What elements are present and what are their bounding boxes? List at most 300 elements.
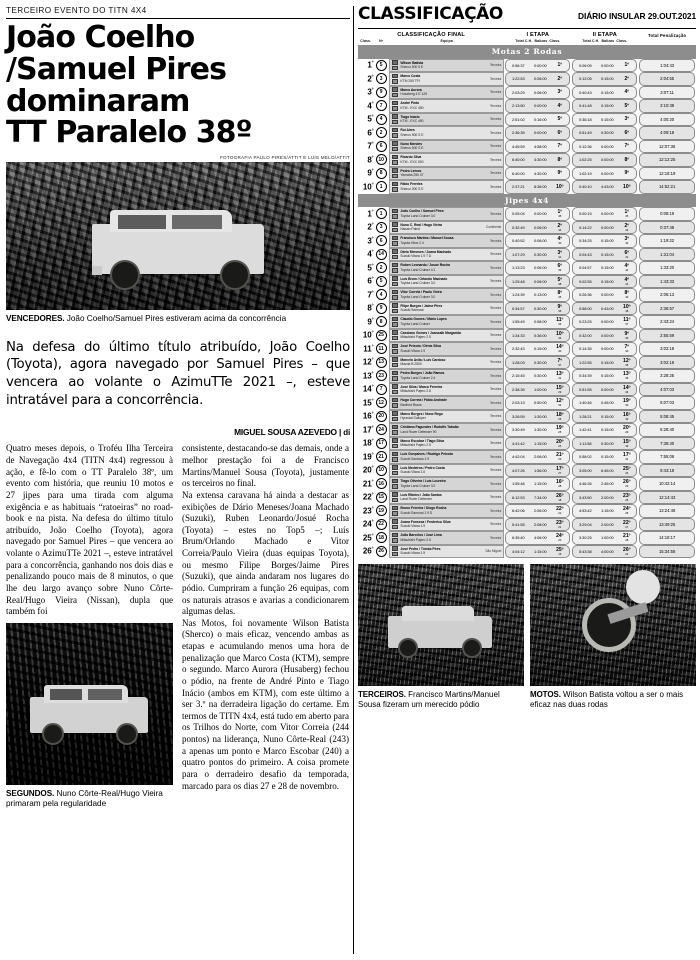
team-names (400, 452, 487, 461)
brand-logo-icon (392, 295, 399, 300)
stage-points: 45 (558, 214, 562, 219)
stage-balizas: 1:00:00 (600, 535, 614, 541)
row-stage-2 (571, 180, 638, 194)
row-team (389, 369, 504, 383)
row-stage-2 (571, 369, 638, 383)
headline-line-3: dominaram (6, 83, 190, 119)
table-row[interactable] (358, 437, 696, 451)
vehicle-name: Mitsubishi Pajero 2.5 (400, 537, 431, 542)
total-penalty-value: 1:43:33 (639, 275, 695, 289)
stage-balizas: 0:00:00 (600, 211, 614, 217)
row-number (373, 99, 388, 113)
crew-name: Ricardo Silva (400, 155, 422, 160)
row-number (373, 302, 388, 316)
club-name: Terceira (489, 130, 502, 135)
row-stage-1 (504, 545, 571, 559)
team-names (400, 101, 487, 110)
table-row[interactable] (358, 59, 696, 73)
row-stage-1 (504, 126, 571, 140)
stage-class: 3º (557, 89, 563, 96)
row-number (373, 72, 388, 86)
row-position: $7^º$ (367, 289, 374, 300)
row-number (373, 531, 388, 545)
row-stage-1 (504, 329, 571, 343)
brand-logo-icon (392, 268, 399, 273)
stage-class: 3º 41 (551, 250, 568, 259)
crew-name: Nuno C. Real / Hugo Vieira (400, 222, 442, 227)
competitor-number: 8 (376, 316, 387, 327)
team-names (400, 547, 482, 556)
flag-icons (392, 398, 399, 408)
stage-balizas: 6:45:00 (600, 467, 614, 473)
total-penalty-value: 5:08:45 (639, 410, 695, 424)
row-team (389, 518, 504, 532)
stage-class: 4º (624, 89, 630, 96)
table-row[interactable] (358, 410, 696, 424)
caption-text: Francisco Martins/Manuel Sousa fizeram um merecido pódio (358, 690, 500, 710)
stage-points: 33 (558, 322, 562, 327)
flag-icons (392, 236, 399, 246)
flag-icons (392, 263, 399, 273)
stage-class: 4º 42 (618, 263, 635, 272)
stage-balizas: 0:30:00 (600, 130, 614, 136)
country-flag-icon (392, 276, 399, 281)
row-stage-1 (504, 369, 571, 383)
total-penalty-value: 5:07:03 (639, 396, 695, 410)
brand-logo-icon (392, 471, 399, 476)
table-row[interactable] (358, 86, 696, 100)
table-row[interactable] (358, 315, 696, 329)
country-flag-icon (392, 519, 399, 524)
row-stage-2 (571, 140, 638, 154)
stage-points: 27 (558, 470, 562, 475)
total-penalty-value: 14:52:21 (639, 180, 695, 194)
stage-class: 2º (624, 75, 630, 82)
stage-balizas: 0:00:00 (600, 157, 614, 163)
motorcycle-caption (530, 690, 696, 710)
club-name: Terceira (489, 279, 502, 284)
caption-text: Nuno Côrte-Real/Hugo Vieira primaram pela regularidade (6, 788, 163, 809)
row-stage-2 (571, 72, 638, 86)
brand-logo-icon (392, 538, 399, 543)
row-stage-2 (571, 329, 638, 343)
stage-points: 31 (625, 457, 629, 462)
stage-balizas: 1:00:00 (533, 386, 547, 392)
table-row[interactable] (358, 464, 696, 478)
table-row[interactable] (358, 221, 696, 235)
total-penalty-value: 15:34:58 (639, 545, 695, 559)
body-column-1 (6, 443, 173, 809)
stage-balizas: 1:15:00 (533, 548, 547, 554)
stage-balizas: 2:08:00 (533, 521, 547, 527)
competitor-number: 7 (376, 100, 387, 111)
stage-balizas: 0:06:00 (533, 89, 547, 95)
stage-balizas: 0:15:00 (600, 76, 614, 82)
stage-points: 21 (558, 524, 562, 529)
stage-balizas: 0:30:00 (600, 440, 614, 446)
stage-balizas: 0:06:00 (533, 265, 547, 271)
stage-total-ch: 3:05:00 (578, 467, 592, 473)
vehicle-name: Mitsubishi Pajero 2.8 (400, 389, 431, 394)
table-row[interactable] (358, 207, 696, 221)
brand-logo-icon (392, 93, 399, 98)
col-header-stage1-detail: Total C.H. Balizas Class. (515, 39, 561, 43)
crew-name: Vitor Correia / Paulo Vieira (400, 290, 442, 295)
row-number (373, 383, 388, 397)
row-position: $19^º$ (362, 451, 374, 462)
table-row[interactable] (358, 518, 696, 532)
crew-name: Marco Aurora (400, 87, 422, 92)
byline-author: MIGUEL SOUSA AZEVEDO (234, 427, 337, 438)
stage-balizas: 4:00:00 (600, 548, 614, 554)
stage-total-ch: 0:14:35 (578, 346, 592, 352)
row-number (373, 518, 388, 532)
stage-total-ch: 0:14:22 (578, 224, 592, 230)
group-header-stage1: I ETAPA (526, 32, 550, 38)
stage-class: 13º 31 (551, 371, 568, 380)
club-name: Terceira (489, 333, 502, 338)
row-team (389, 396, 504, 410)
table-row[interactable] (358, 248, 696, 262)
table-row[interactable] (358, 275, 696, 289)
row-team (389, 86, 504, 100)
classification-table (358, 29, 696, 558)
stage-class: 22º 27 (618, 520, 635, 529)
stage-points: 40 (558, 241, 562, 246)
row-number (373, 126, 388, 140)
team-names (400, 290, 487, 299)
team-names (400, 250, 487, 259)
club-name: Terceira (489, 481, 502, 486)
stage-total-ch: 4:41:42 (511, 440, 525, 446)
table-row[interactable] (358, 140, 696, 154)
country-flag-icon (392, 141, 399, 146)
total-penalty-value: 4:00:20 (639, 113, 695, 127)
brand-logo-icon (392, 552, 399, 557)
brand-logo-icon (392, 444, 399, 449)
row-stage-2 (571, 477, 638, 491)
table-row[interactable] (358, 302, 696, 316)
row-stage-2 (571, 288, 638, 302)
body-paragraph-3: Nas Motos, foi novamente Wilson Batista (Sherco) o mais eficaz, vencendo ambas as etapas e acumulando menos uma hora de penalização que Marco Costa (KTM), sempre o segundo. Marco Aurora (Husaberg) fechou o pódio, na frente de André Pinto e Tiago Inácio (ambos em KTM), com este último a ser 3.º na derradeira ligação do certame. Em termos de TITN 4x4, está tudo em aberto para os Trilhos do Norte, com Vitor Correia (244 pontos) na liderança, Nuno Côrte-Real (243) a apenas um ponto e Marco Escobar (240) a quatro pontos do primeiro. A coisa promete para o derradeiro desafio da temporada, marcado para os dias 27 e 28 de novembro. (182, 617, 349, 791)
stage-total-ch: 2:51:02 (511, 116, 525, 122)
stage-total-ch: 0:34:25 (578, 238, 592, 244)
crew-name: Hugo Correia / Fábio Andrade (400, 398, 447, 403)
country-flag-icon (392, 506, 399, 511)
total-penalty-value: 12:18:19 (639, 167, 695, 181)
stage-total-ch: 2:37:21 (511, 184, 525, 190)
row-team (389, 234, 504, 248)
competitor-number: 24 (376, 424, 387, 435)
section-band-row (358, 45, 696, 59)
stage-total-ch: 2:13:50 (511, 103, 525, 109)
country-flag-icon (392, 236, 399, 241)
table-row[interactable] (358, 99, 696, 113)
row-team (389, 126, 504, 140)
team-names (400, 236, 487, 245)
stage-total-ch: 1:22:55 (578, 359, 592, 365)
vehicle-name: Yamaha 250 4T (400, 173, 424, 178)
table-row[interactable] (358, 396, 696, 410)
stage-total-ch: 4:07:26 (511, 467, 525, 473)
stage-balizas: 0:43:00 (600, 305, 614, 311)
club-name: Terceira (489, 414, 502, 419)
crew-name: Cristiano Fagundes / Rodolfo Taboão (400, 425, 459, 430)
row-team (389, 275, 504, 289)
stage-balizas: 0:00:00 (600, 62, 614, 68)
team-names (400, 277, 487, 286)
stage-total-ch: 1:25:48 (511, 278, 525, 284)
stage-balizas: 8:36:00 (533, 184, 547, 190)
headline-line-1: João Coelho (6, 20, 195, 55)
stage-balizas: 0:13:00 (533, 292, 547, 298)
row-total-penalty (638, 140, 696, 154)
article-kicker: TERCEIRO EVENTO DO TITN 4X4 (6, 6, 147, 15)
stage-class: 10º (556, 183, 564, 190)
club-name: Terceira (489, 319, 502, 324)
crew-name: Tiago Oliveira / Luís Loureiro (400, 479, 446, 484)
table-row[interactable] (358, 504, 696, 518)
competitor-number: 5 (376, 60, 387, 71)
stage-balizas: 1:15:00 (533, 440, 547, 446)
table-row[interactable] (358, 261, 696, 275)
table-row[interactable] (358, 531, 696, 545)
brand-logo-icon (392, 498, 399, 503)
team-names (400, 115, 487, 124)
table-row[interactable] (358, 288, 696, 302)
stage-total-ch: 3:30:49 (511, 427, 525, 433)
row-team (389, 450, 504, 464)
stage-balizas: 0:15:00 (600, 413, 614, 419)
competitor-number: 1 (376, 208, 387, 219)
body-text-2 (182, 443, 349, 792)
main-photo (6, 162, 350, 310)
stage-class: 14º 30 (551, 344, 568, 353)
table-row[interactable] (358, 383, 696, 397)
team-names (400, 74, 487, 83)
row-number (373, 59, 388, 73)
total-penalty-value: 0:08:19 (639, 207, 695, 221)
brand-logo-icon (392, 120, 399, 125)
stage-class: 10º 38 (618, 304, 635, 313)
crew-name: Luís Brum / Orlando Machado (400, 276, 448, 281)
row-number (373, 153, 388, 167)
brand-logo-icon (392, 106, 399, 111)
flag-icons (392, 222, 399, 232)
brand-logo-icon (392, 309, 399, 314)
competitor-number: 12 (376, 397, 387, 408)
stage-class: 15º 33 (618, 439, 635, 448)
team-names (400, 61, 487, 70)
team-names (400, 169, 487, 178)
stage-total-ch: 1:22:53 (511, 76, 525, 82)
stage-points: 28 (558, 484, 562, 489)
caption-text: João Coelho/Samuel Pires estiveram acima da concorrência (66, 314, 287, 324)
row-stage-1 (504, 234, 571, 248)
byline-mark: di (343, 428, 350, 438)
row-position: $12^º$ (362, 357, 374, 368)
stage-class: 6º 41 (618, 250, 635, 259)
vehicle-name: Land Rover Defender 90 (400, 429, 437, 434)
flag-icons (392, 128, 399, 138)
stage-balizas: 0:15:00 (600, 116, 614, 122)
table-row[interactable] (358, 234, 696, 248)
row-total-penalty (638, 275, 696, 289)
brand-logo-icon (392, 376, 399, 381)
row-stage-2 (571, 356, 638, 370)
table-row[interactable] (358, 167, 696, 181)
row-position: $26^º$ (362, 546, 374, 557)
headline-line-4: TT Paralelo 38º (6, 115, 252, 151)
row-total-penalty (638, 329, 696, 343)
country-flag-icon (392, 344, 399, 349)
flag-icons (392, 87, 399, 97)
row-position: $5^º$ (367, 114, 374, 125)
table-row[interactable] (358, 329, 696, 343)
table-row[interactable] (358, 491, 696, 505)
stage-class: 20º 29 (618, 425, 635, 434)
caption-label: MOTOS. (530, 690, 561, 699)
stage-total-ch: 3:29:04 (578, 521, 592, 527)
table-row[interactable] (358, 72, 696, 86)
flag-icons (392, 533, 399, 543)
row-stage-1 (504, 504, 571, 518)
row-team (389, 153, 504, 167)
crew-name: Francisco Martins / Manuel Sousa (400, 236, 454, 241)
stage-points: 40 (625, 349, 629, 354)
row-total-penalty (638, 113, 696, 127)
stage-total-ch: 6:12:53 (511, 494, 525, 500)
flag-icons (392, 101, 399, 111)
competitor-number: 3 (376, 73, 387, 84)
row-team (389, 59, 504, 73)
stage-class: 26º 18 (551, 493, 568, 502)
stage-balizas: 0:00:00 (600, 292, 614, 298)
flag-icons (392, 276, 399, 286)
row-position: $10^º$ (362, 330, 374, 341)
flag-icons (392, 519, 399, 529)
motorcycle-photo (530, 564, 696, 686)
stage-class: 17º 31 (618, 452, 635, 461)
team-names (400, 425, 487, 434)
team-names (400, 506, 487, 515)
stage-balizas: 0:00:00 (600, 332, 614, 338)
body-paragraph-2: Na extensa caravana há ainda a destacar as exibições de Dário Meneses/Joana Machado (Suzuki), Ruben Leonardo/Josué Rocha (Toyota) – estes no Top5 –; Luís Brum/Orlando Machado e Vitor Correia/Paulo Vieira (duas equipas Toyota), ou mesmo Filipe Borges/Jaime Pires (Suzuki), que ainda andaram nos lugares do pódio. Cumpriram a função 26 equipas, com os naturais atrasos e avarias a condicionarem algumas delas. (182, 489, 349, 617)
stage-balizas: 2:06:00 (533, 454, 547, 460)
stage-points: 37 (558, 362, 562, 367)
row-team (389, 342, 504, 356)
stage-total-ch: 2:32:43 (511, 346, 525, 352)
table-row[interactable] (358, 342, 696, 356)
vehicle-name: KTM - EXC 450 (400, 119, 424, 124)
row-team (389, 477, 504, 491)
stage-class: 6º (624, 129, 630, 136)
brand-logo-icon (392, 525, 399, 530)
club-name: Terceira (489, 468, 502, 473)
stage-points: 32 (558, 403, 562, 408)
row-stage-1 (504, 383, 571, 397)
vehicle-name: Suzuki Vitara 1.6 (400, 470, 426, 475)
stage-class: 8º (557, 156, 563, 163)
row-position: $8^º$ (367, 154, 374, 165)
row-stage-1 (504, 113, 571, 127)
row-team (389, 261, 504, 275)
row-team (389, 410, 504, 424)
table-row[interactable] (358, 126, 696, 140)
row-position: $11^º$ (363, 343, 374, 354)
stage-class: 24º 25 (618, 506, 635, 515)
stage-total-ch: 1:02:19 (578, 170, 592, 176)
stage-balizas: 0:30:00 (533, 359, 547, 365)
stage-total-ch: 0:51:49 (578, 130, 592, 136)
stage-total-ch: 0:36:18 (578, 116, 592, 122)
row-stage-1 (504, 140, 571, 154)
total-penalty-value: 2:36:57 (639, 302, 695, 316)
flag-icons (392, 74, 399, 84)
crew-name: Wilson Batista (400, 60, 424, 65)
row-total-penalty (638, 234, 696, 248)
row-stage-1 (504, 86, 571, 100)
table-row[interactable] (358, 450, 696, 464)
country-flag-icon (392, 479, 399, 484)
stage-balizas: 0:15:00 (600, 89, 614, 95)
table-row[interactable] (358, 113, 696, 127)
row-total-penalty (638, 59, 696, 73)
flag-icons (392, 492, 399, 502)
stage-balizas: 0:15:00 (600, 251, 614, 257)
total-penalty-value: 10:42:14 (639, 477, 695, 491)
table-row[interactable] (358, 369, 696, 383)
row-team (389, 140, 504, 154)
stage-balizas: 4:30:00 (533, 157, 547, 163)
row-position: $6^º$ (367, 127, 374, 138)
flag-icons (392, 182, 399, 192)
stage-points: 36 (558, 295, 562, 300)
right-column (358, 4, 696, 710)
table-row[interactable] (358, 356, 696, 370)
table-row[interactable] (358, 423, 696, 437)
stage-class: 2º 44 (618, 223, 635, 232)
vehicle-name: Sherco 500 S E (400, 132, 424, 137)
stage-class: 5º (557, 116, 563, 123)
crew-name: José Peixoto / Dénis Silva (400, 344, 441, 349)
team-names (400, 371, 487, 380)
stage-total-ch: 0:51:55 (578, 386, 592, 392)
team-names (400, 385, 487, 394)
stage-class: 24º 20 (551, 533, 568, 542)
country-flag-icon (392, 438, 399, 443)
flag-icons (392, 384, 399, 394)
row-position: $10^º$ (362, 181, 374, 192)
country-flag-icon (392, 425, 399, 430)
row-position: $13^º$ (362, 370, 374, 381)
table-row[interactable] (358, 477, 696, 491)
stage-points: 41 (558, 254, 562, 259)
table-row[interactable] (358, 545, 696, 559)
stage-class: 11º 37 (618, 317, 635, 326)
country-flag-icon (392, 290, 399, 295)
brand-logo-icon (392, 147, 399, 152)
total-penalty-value: 2:43:24 (639, 315, 695, 329)
table-row[interactable] (358, 153, 696, 167)
team-names (400, 155, 487, 164)
competitor-number: 23 (376, 370, 387, 381)
table-row[interactable] (358, 180, 696, 194)
stage-class: 19º 25 (551, 425, 568, 434)
club-name: Terceira (489, 157, 502, 162)
stage-class: 17º 27 (551, 466, 568, 475)
row-stage-1 (504, 261, 571, 275)
